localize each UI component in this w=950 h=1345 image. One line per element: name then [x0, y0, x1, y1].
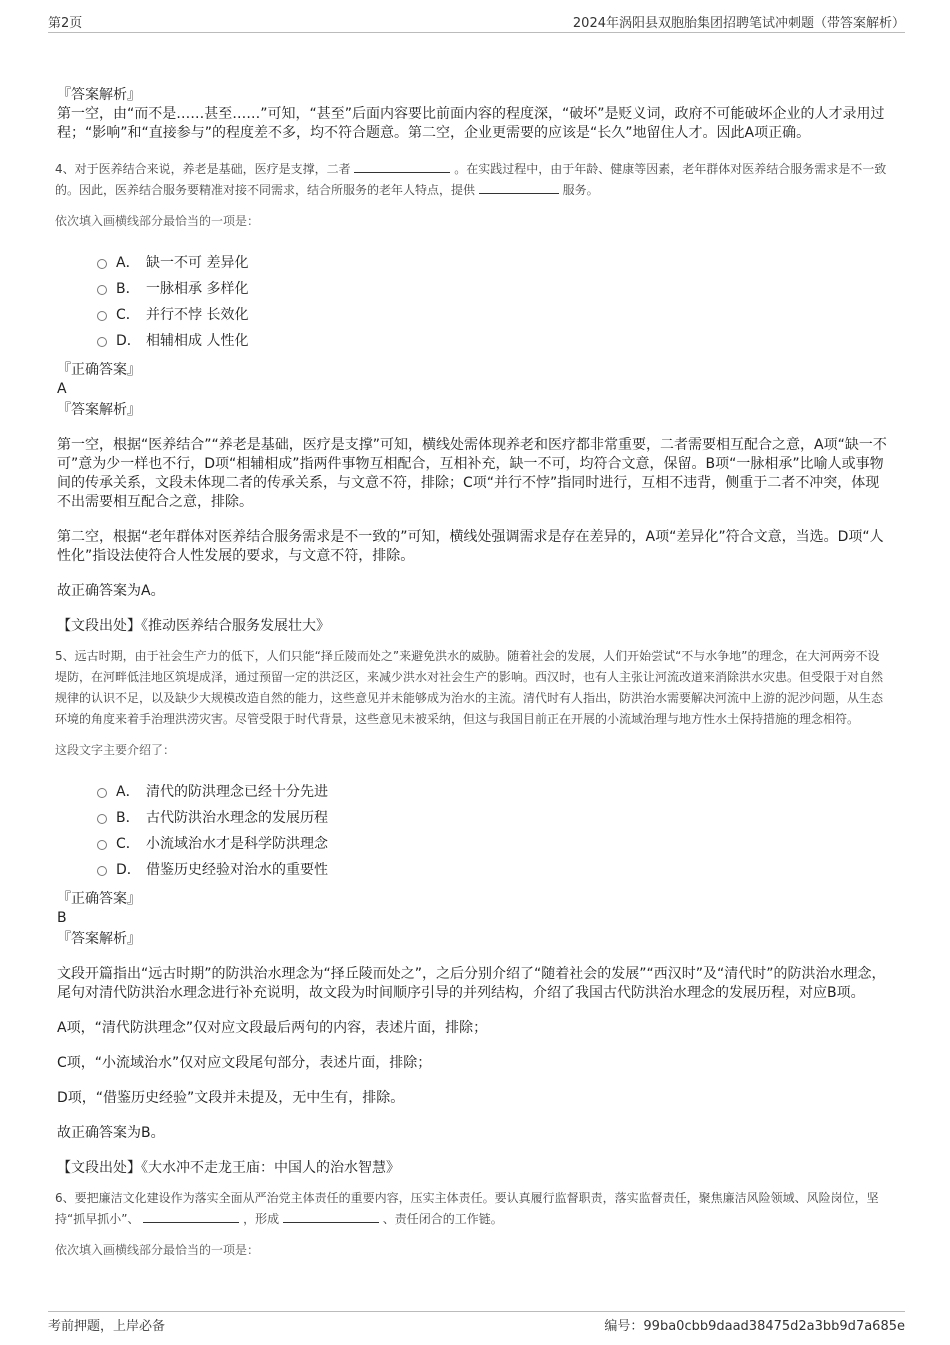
- q6-prompt: 依次填入画横线部分最恰当的一项是：: [55, 1243, 260, 1257]
- fill-blank-1: [143, 1210, 239, 1223]
- q5-option-b[interactable]: B． 古代防洪治水理念的发展历程: [97, 804, 887, 830]
- q4-stem: 4、对于医养结合来说，养老是基础，医疗是支撑，二者 。在实践过程中，由于年龄、健康等因素，老年群体对医养结合服务需求是不一致的。因此，医养结合服务要精准对接不同需求，结合所服务的老年人特点，提供 服务。: [55, 162, 887, 197]
- q5-analysis-tag: 『答案解析』: [57, 931, 141, 947]
- radio-icon[interactable]: [97, 311, 107, 321]
- q3-analysis-tag: 『答案解析』: [57, 87, 141, 103]
- radio-icon[interactable]: [97, 840, 107, 850]
- fill-blank-1: [354, 160, 450, 173]
- q6-stem: 6、要把廉洁文化建设作为落实全面从严治党主体责任的重要内容，压实主体责任。要认真履行监督职责，落实监督责任，聚焦廉洁风险领域、风险岗位，坚持“抓早抓小”、 ，形成 、责任闭合的工作链。: [55, 1191, 879, 1226]
- radio-icon[interactable]: [97, 814, 107, 824]
- q3-analysis: 第一空，由“而不是……甚至……”可知，“甚至”后面内容要比前面内容的程度深，“破坏”是贬义词，政府不可能破坏企业的人才录用过程；“影响”和“直接参与”的程度差不多，均不符合题意。第二空，企业更需要的应该是“长久”地留住人才。因此A项正确。: [57, 106, 885, 141]
- q4-correct-answer: A: [57, 381, 67, 397]
- q4-analysis-tag: 『答案解析』: [57, 402, 141, 418]
- radio-icon[interactable]: [97, 285, 107, 295]
- q5-analysis-4: D项，“借鉴历史经验”文段并未提及，无中生有，排除。: [57, 1090, 405, 1106]
- radio-icon[interactable]: [97, 866, 107, 876]
- q4-analysis-3: 故正确答案为A。: [57, 583, 165, 599]
- page-header: [48, 10, 905, 33]
- page-number: 第2页: [48, 16, 83, 31]
- q5-option-d[interactable]: D． 借鉴历史经验对治水的重要性: [97, 856, 887, 882]
- q4-analysis-2: 第二空，根据“老年群体对医养结合服务需求是不一致的”可知，横线处强调需求是存在差异的，A项“差异化”符合文意，当选。D项“人性化”指设法使符合人性发展的要求，与文意不符，排除。: [57, 529, 884, 564]
- q5-prompt: 这段文字主要介绍了：: [55, 743, 176, 757]
- page-footer: [48, 1311, 905, 1334]
- radio-icon[interactable]: [97, 337, 107, 347]
- q4-option-b[interactable]: B． 一脉相承 多样化: [97, 275, 887, 301]
- radio-icon[interactable]: [97, 788, 107, 798]
- document-title: 2024年涡阳县双胞胎集团招聘笔试冲刺题（带答案解析）: [572, 16, 905, 31]
- q5-correct-answer: B: [57, 910, 67, 926]
- radio-icon[interactable]: [97, 259, 107, 269]
- q4-prompt: 依次填入画横线部分最恰当的一项是：: [55, 214, 260, 228]
- q4-option-c[interactable]: C． 并行不悖 长效化: [97, 301, 887, 327]
- q4-correct-tag: 『正确答案』: [57, 362, 141, 378]
- q5-correct-tag: 『正确答案』: [57, 891, 141, 907]
- q5-option-c[interactable]: C． 小流域治水才是科学防洪理念: [97, 830, 887, 856]
- fill-blank-2: [283, 1210, 379, 1223]
- q4-source: 【文段出处】《推动医养结合服务发展壮大》: [57, 618, 330, 634]
- q5-option-a[interactable]: A． 清代的防洪理念已经十分先进: [97, 778, 887, 804]
- q5-analysis-3: C项，“小流域治水”仅对应文段尾句部分，表述片面，排除；: [57, 1055, 432, 1071]
- footer-slogan: 考前押题，上岸必备: [48, 1319, 166, 1334]
- q5-source: 【文段出处】《大水冲不走龙王庙：中国人的治水智慧》: [57, 1160, 400, 1176]
- q4-options: [97, 249, 887, 353]
- q5-analysis-2: A项，“清代防洪理念”仅对应文段最后两句的内容，表述片面，排除；: [57, 1020, 488, 1036]
- fill-blank-2: [479, 181, 559, 194]
- q5-options: [97, 778, 887, 882]
- document-body: [57, 86, 887, 1278]
- q4-option-d[interactable]: D． 相辅相成 人性化: [97, 327, 887, 353]
- q5-stem: 5、远古时期，由于社会生产力的低下，人们只能“择丘陵而处之”来避免洪水的威胁。随着社会的发展，人们开始尝试“不与水争地”的理念，在大河两旁不设堤防，在河畔低洼地区筑堤成泽，通过预留一定的洪泛区，来减少洪水对社会生产的影响。西汉时，也有人主张让河流改道来消除洪水灾患。但受限于对自然规律的认识不足，以及缺少大规模改造自然的能力，这些意见并未能够成为治水的主流。清代时有人指出，防洪治水需要解决河流中上游的泥沙问题，从生态环境的角度来着手治理洪涝灾害。尽管受限于时代背景，这些意见未被采纳，但这与我国目前正在开展的小流域治理与地方性水土保持措施的理念相符。: [55, 649, 884, 726]
- q5-analysis-5: 故正确答案为B。: [57, 1125, 165, 1141]
- document-code: 编号：99ba0cbb9daad38475d2a3bb9d7a685e: [604, 1319, 905, 1334]
- q4-analysis-1: 第一空，根据“医养结合”“养老是基础，医疗是支撑”可知，横线处需体现养老和医疗都非常重要，二者需要相互配合之意，A项“缺一不可”意为少一样也不行，D项“相辅相成”指两件事物互相配合，互相补充，缺一不可，均符合文意，保留。B项“一脉相承”比喻人或事物间的传承关系，文段未体现二者的传承关系，与文意不符，排除；C项“并行不悖”指同时进行，互相不违背，侧重于二者不冲突，体现不出需要相互配合之意，排除。: [57, 437, 887, 510]
- q5-analysis-1: 文段开篇指出“远古时期”的防洪治水理念为“择丘陵而处之”，之后分别介绍了“随着社会的发展”“西汉时”及“清代时”的防洪治水理念，尾句对清代防洪治水理念进行补充说明，故文段为时间顺序引导的并列结构，介绍了我国古代防洪治水理念的发展历程，对应B项。: [57, 966, 886, 1001]
- q4-option-a[interactable]: A． 缺一不可 差异化: [97, 249, 887, 275]
